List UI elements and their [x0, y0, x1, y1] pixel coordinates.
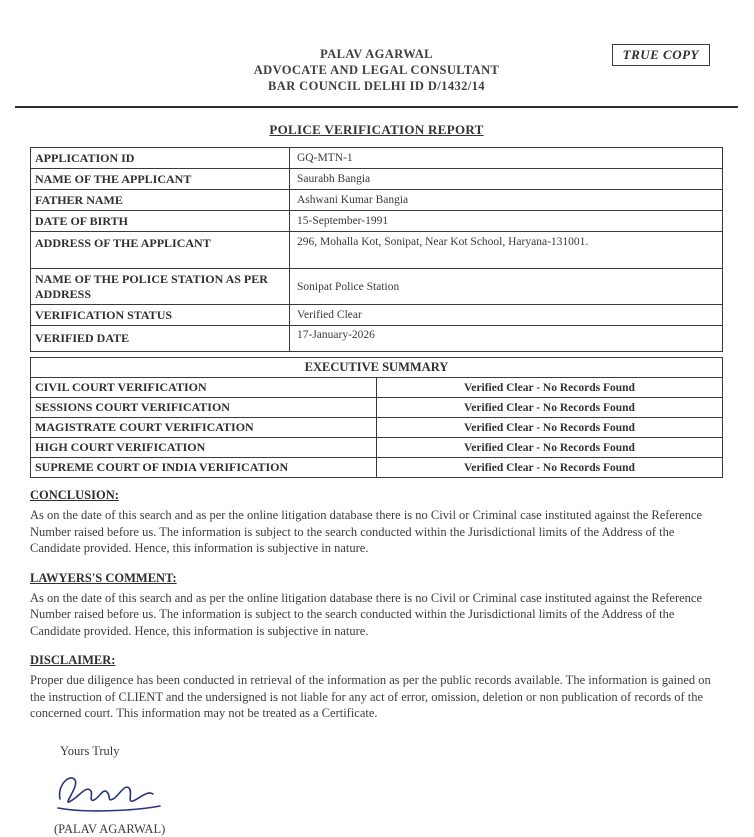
row-value: 296, Mohalla Kot, Sonipat, Near Kot School, Haryana-131001.: [290, 232, 723, 269]
row-label: SUPREME COURT OF INDIA VERIFICATION: [31, 458, 377, 478]
row-value: Verified Clear - No Records Found: [377, 418, 723, 438]
table-row: [31, 148, 723, 169]
row-value: Verified Clear - No Records Found: [377, 458, 723, 478]
conclusion-body: As on the date of this search and as per the online litigation database there is no Civil or Criminal case instituted against the Reference Number raised before us. The information is subject to the search conducted within the Jurisdictional limits of the Address of the Candidate provided. Hence, this information is subjective in nature.: [30, 508, 703, 555]
row-value: Sonipat Police Station: [290, 269, 723, 305]
executive-summary-title: EXECUTIVE SUMMARY: [31, 358, 723, 378]
row-value: Verified Clear - No Records Found: [377, 438, 723, 458]
yours-truly-text: Yours Truly: [60, 743, 120, 758]
row-label: MAGISTRATE COURT VERIFICATION: [31, 418, 377, 438]
row-value: 17-January-2026: [290, 326, 723, 352]
row-label: HIGH COURT VERIFICATION: [31, 438, 377, 458]
conclusion-heading: CONCLUSION:: [30, 488, 119, 502]
disclaimer-body: Proper due diligence has been conducted in retrieval of the information as per the public records available. The information is gained on the instruction of CLIENT and the undersigned is not liable for any act of error, omission, deletion or non publication of records of the concerned court. This information may not be treated as a Certificate.: [30, 673, 711, 720]
row-label: APPLICATION ID: [31, 148, 290, 169]
row-label: FATHER NAME: [31, 190, 290, 211]
table-row: [31, 358, 723, 378]
signature-image: [52, 769, 723, 820]
row-label: NAME OF THE APPLICANT: [31, 169, 290, 190]
lawyers-comment-heading: LAWYERS'S COMMENT:: [30, 570, 177, 585]
table-row: [31, 305, 723, 326]
row-label: VERIFIED DATE: [31, 326, 290, 352]
disclaimer-section: [30, 653, 723, 722]
signature-ink: [52, 769, 170, 815]
applicant-details-table: [30, 147, 723, 352]
table-row: [31, 190, 723, 211]
conclusion-section: [30, 488, 723, 557]
advocate-name: PALAV AGARWAL: [320, 47, 433, 61]
table-row: [31, 378, 723, 398]
bar-council-id: BAR COUNCIL DELHI ID D/1432/14: [268, 79, 485, 93]
table-row: [31, 269, 723, 305]
signatory-name: (PALAV AGARWAL): [54, 821, 166, 836]
row-label: ADDRESS OF THE APPLICANT: [31, 232, 290, 269]
row-value: Ashwani Kumar Bangia: [290, 190, 723, 211]
row-label: CIVIL COURT VERIFICATION: [31, 378, 377, 398]
row-value: Verified Clear: [290, 305, 723, 326]
row-value: Saurabh Bangia: [290, 169, 723, 190]
table-row: [31, 458, 723, 478]
disclaimer-heading: DISCLAIMER:: [30, 653, 116, 667]
table-row: [31, 326, 723, 352]
row-label: DATE OF BIRTH: [31, 211, 290, 232]
executive-summary-table: [30, 357, 723, 478]
row-value: 15-September-1991: [290, 211, 723, 232]
row-value: Verified Clear - No Records Found: [377, 378, 723, 398]
row-label: SESSIONS COURT VERIFICATION: [31, 398, 377, 418]
lawyers-comment-body: As on the date of this search and as per the online litigation database there is no Civil or Criminal case instituted against the Reference Number raised before us. The information is subject to the search conducted within the Jurisdictional limits of the Address of the Candidate provided. Hence, this information is subjective in nature.: [30, 590, 703, 638]
advocate-title: ADVOCATE AND LEGAL CONSULTANT: [253, 63, 500, 77]
row-label: VERIFICATION STATUS: [31, 305, 290, 326]
table-row: [31, 418, 723, 438]
table-row: [31, 211, 723, 232]
table-row: [31, 169, 723, 190]
table-row: [31, 398, 723, 418]
row-label: NAME OF THE POLICE STATION AS PER ADDRESS: [31, 269, 290, 305]
true-copy-stamp: TRUE COPY: [612, 44, 710, 66]
header-divider: [15, 106, 738, 108]
row-value: Verified Clear - No Records Found: [377, 398, 723, 418]
table-row: [31, 232, 723, 269]
row-value: GQ-MTN-1: [290, 148, 723, 169]
lawyers-comment-section: [30, 571, 723, 640]
table-row: [31, 438, 723, 458]
report-title: POLICE VERIFICATION REPORT: [269, 122, 484, 137]
